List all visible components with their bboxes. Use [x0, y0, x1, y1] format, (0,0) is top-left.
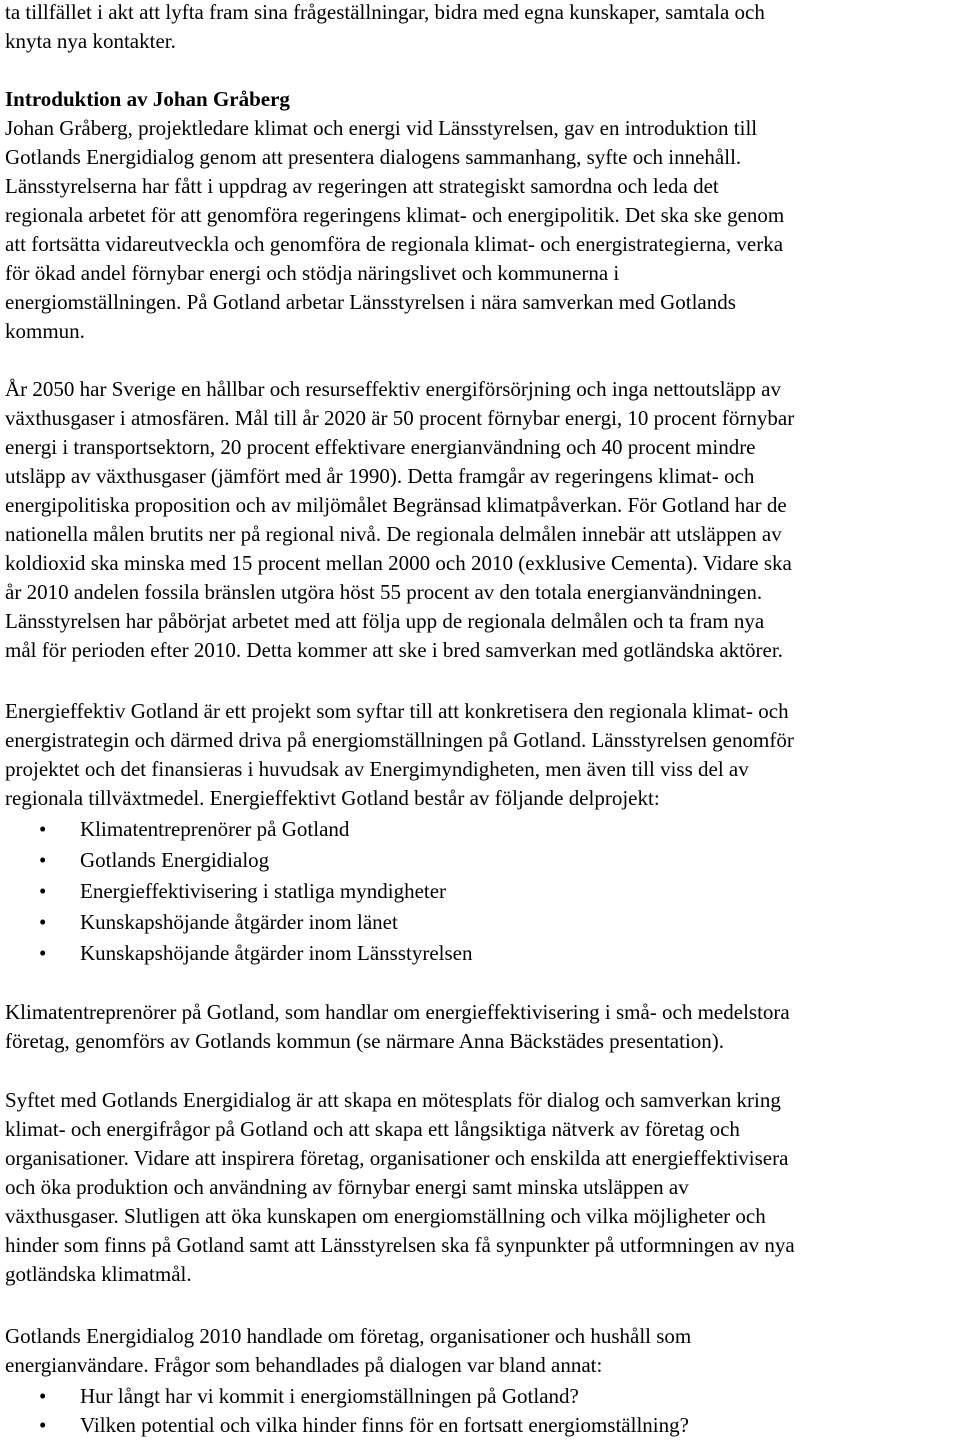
text-line: gotländska klimatmål.	[5, 1262, 192, 1286]
list-item: Klimatentreprenörer på Gotland	[80, 817, 350, 841]
text-line: kommun.	[5, 319, 85, 343]
text-line: Syftet med Gotlands Energidialog är att skapa en mötesplats för dialog och samverkan kring	[5, 1088, 781, 1112]
text-line: år 2010 andelen fossila bränslen utgöra höst 55 procent av den totala energianvändningen.	[5, 580, 763, 604]
text-line: mål för perioden efter 2010. Detta kommer att ske i bred samverkan med gotländska aktörer.	[5, 638, 783, 662]
list-item: Vilken potential och vilka hinder finns för en fortsatt energiomställning?	[80, 1413, 689, 1437]
list-item: Kunskapshöjande åtgärder inom Länsstyrelsen	[80, 941, 473, 965]
text-line: för ökad andel förnybar energi och stödja näringslivet och kommunerna i	[5, 261, 620, 285]
text-line: energianvändare. Frågor som behandlades på dialogen var bland annat:	[5, 1353, 603, 1377]
text-line: växthusgaser. Slutligen att öka kunskapen om energiomställning och vilka möjligheter och	[5, 1204, 766, 1228]
section-heading: Introduktion av Johan Gråberg	[5, 87, 290, 111]
text-line: projektet och det finansieras i huvudsak av Energimyndigheten, men även till viss del av	[5, 757, 749, 781]
bullet-icon: •	[39, 1384, 47, 1408]
text-line: och öka produktion och användning av förnybar energi samt minska utsläppen av	[5, 1175, 689, 1199]
bullet-icon: •	[39, 848, 47, 872]
bullet-icon: •	[39, 910, 47, 934]
list-item: Kunskapshöjande åtgärder inom länet	[80, 910, 398, 934]
text-line: energipolitiska proposition och av miljömålet Begränsad klimatpåverkan. För Gotland har de	[5, 493, 787, 517]
text-line: År 2050 har Sverige en hållbar och resurseffektiv energiförsörjning och inga nettoutsläpp av	[5, 377, 781, 401]
text-line: företag, genomförs av Gotlands kommun (se närmare Anna Bäckstädes presentation).	[5, 1029, 725, 1053]
text-line: Gotlands Energidialog genom att presentera dialogens sammanhang, syfte och innehåll.	[5, 145, 742, 169]
text-line: Gotlands Energidialog 2010 handlade om företag, organisationer och hushåll som	[5, 1324, 692, 1348]
text-line: hinder som finns på Gotland samt att Länsstyrelsen ska få synpunkter på utformningen av nya	[5, 1233, 795, 1257]
list-item: Gotlands Energidialog	[80, 848, 270, 872]
text-line: utsläpp av växthusgaser (jämfört med år 1990). Detta framgår av regeringens klimat- och	[5, 464, 755, 488]
bullet-icon: •	[39, 1413, 47, 1437]
text-line: koldioxid ska minska med 15 procent mellan 2000 och 2010 (exklusive Cementa). Vidare ska	[5, 551, 792, 575]
text-line: ta tillfället i akt att lyfta fram sina frågeställningar, bidra med egna kunskaper, samtala och	[5, 0, 765, 24]
list-item: Energieffektivisering i statliga myndigheter	[80, 879, 447, 903]
text-line: Klimatentreprenörer på Gotland, som handlar om energieffektivisering i små- och medelstora	[5, 1000, 790, 1024]
text-line: växthusgaser i atmosfären. Mål till år 2020 är 50 procent förnybar energi, 10 procent förnybar	[5, 406, 795, 430]
list-item: Hur långt har vi kommit i energiomställningen på Gotland?	[80, 1384, 579, 1408]
text-line: energi i transportsektorn, 20 procent effektivare energianvändning och 40 procent mindre	[5, 435, 756, 459]
text-line: Energieffektiv Gotland är ett projekt som syftar till att konkretisera den regionala klimat- och	[5, 699, 789, 723]
text-line: regionala arbetet för att genomföra regeringens klimat- och energipolitik. Det ska ske genom	[5, 203, 785, 227]
bullet-icon: •	[39, 879, 47, 903]
text-line: att fortsätta vidareutveckla och genomföra de regionala klimat- och energistrategierna, verka	[5, 232, 784, 256]
text-line: energiomställningen. På Gotland arbetar Länsstyrelsen i nära samverkan med Gotlands	[5, 290, 736, 314]
text-line: Länsstyrelsen har påbörjat arbetet med att följa upp de regionala delmålen och ta fram nya	[5, 609, 765, 633]
bullet-icon: •	[39, 941, 47, 965]
text-line: knyta nya kontakter.	[5, 29, 176, 53]
text-line: Länsstyrelserna har fått i uppdrag av regeringen att strategiskt samordna och leda det	[5, 174, 719, 198]
bullet-icon: •	[39, 817, 47, 841]
text-line: regionala tillväxtmedel. Energieffektivt Gotland består av följande delprojekt:	[5, 786, 660, 810]
text-line: energistrategin och därmed driva på energiomställningen på Gotland. Länsstyrelsen genomför	[5, 728, 794, 752]
text-line: organisationer. Vidare att inspirera företag, organisationer och enskilda att energieffektivisera	[5, 1146, 789, 1170]
text-line: Johan Gråberg, projektledare klimat och energi vid Länsstyrelsen, gav en introduktion till	[5, 116, 758, 140]
text-line: klimat- och energifrågor på Gotland och att skapa ett långsiktiga nätverk av företag och	[5, 1117, 740, 1141]
text-line: nationella målen brutits ner på regional nivå. De regionala delmålen innebär att utsläppen av	[5, 522, 782, 546]
